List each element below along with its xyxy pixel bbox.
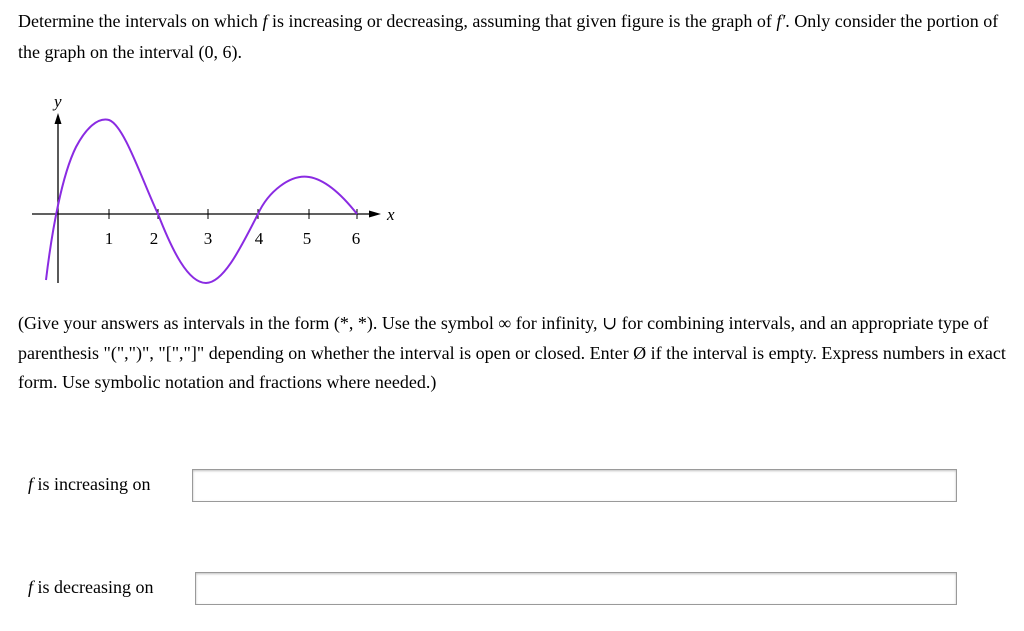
- x-axis-label: x: [387, 205, 395, 224]
- decreasing-input[interactable]: [195, 572, 957, 605]
- tick-label-3: 3: [203, 229, 213, 248]
- instructions-text: (Give your answers as intervals in the form (*, *). Use the symbol ∞ for infinity, ∪ for combining intervals, and an appropriate type of parenthesis "(",")", "[","]" depending on whether the interval is open or closed. Enter Ø if the interval is empty. Express numbers in exact form. Use symbolic notation and fractions where needed.): [18, 313, 1006, 392]
- x-axis-arrow: [369, 211, 381, 218]
- tick-label-6: 6: [351, 229, 361, 248]
- increasing-f-symbol: f: [28, 474, 34, 494]
- question-interval: (0, 6): [198, 42, 238, 62]
- tick-label-2: 2: [149, 229, 159, 248]
- question-part-3: . Only consider the portion of the graph on the interval: [18, 11, 999, 62]
- derivative-graph: [0, 0, 420, 300]
- derivative-curve: [46, 120, 357, 283]
- tick-label-1: 1: [104, 229, 114, 248]
- decreasing-label-text: is decreasing on: [33, 577, 154, 597]
- increasing-input[interactable]: [192, 469, 957, 502]
- y-axis-arrow: [55, 113, 62, 124]
- question-period: .: [237, 42, 242, 62]
- decreasing-label: [28, 577, 153, 598]
- increasing-label-text: is increasing on: [33, 474, 151, 494]
- question-part-2: is increasing or decreasing, assuming that given figure is the graph of: [267, 11, 777, 31]
- tick-label-5: 5: [302, 229, 312, 248]
- y-axis-label: y: [54, 92, 62, 111]
- f-symbol: f: [262, 11, 268, 31]
- increasing-label: [28, 474, 151, 495]
- question-part-1: Determine the intervals on which: [18, 11, 263, 31]
- f-prime-symbol: f′: [776, 11, 786, 31]
- tick-label-4: 4: [254, 229, 264, 248]
- decreasing-f-symbol: f: [28, 577, 34, 597]
